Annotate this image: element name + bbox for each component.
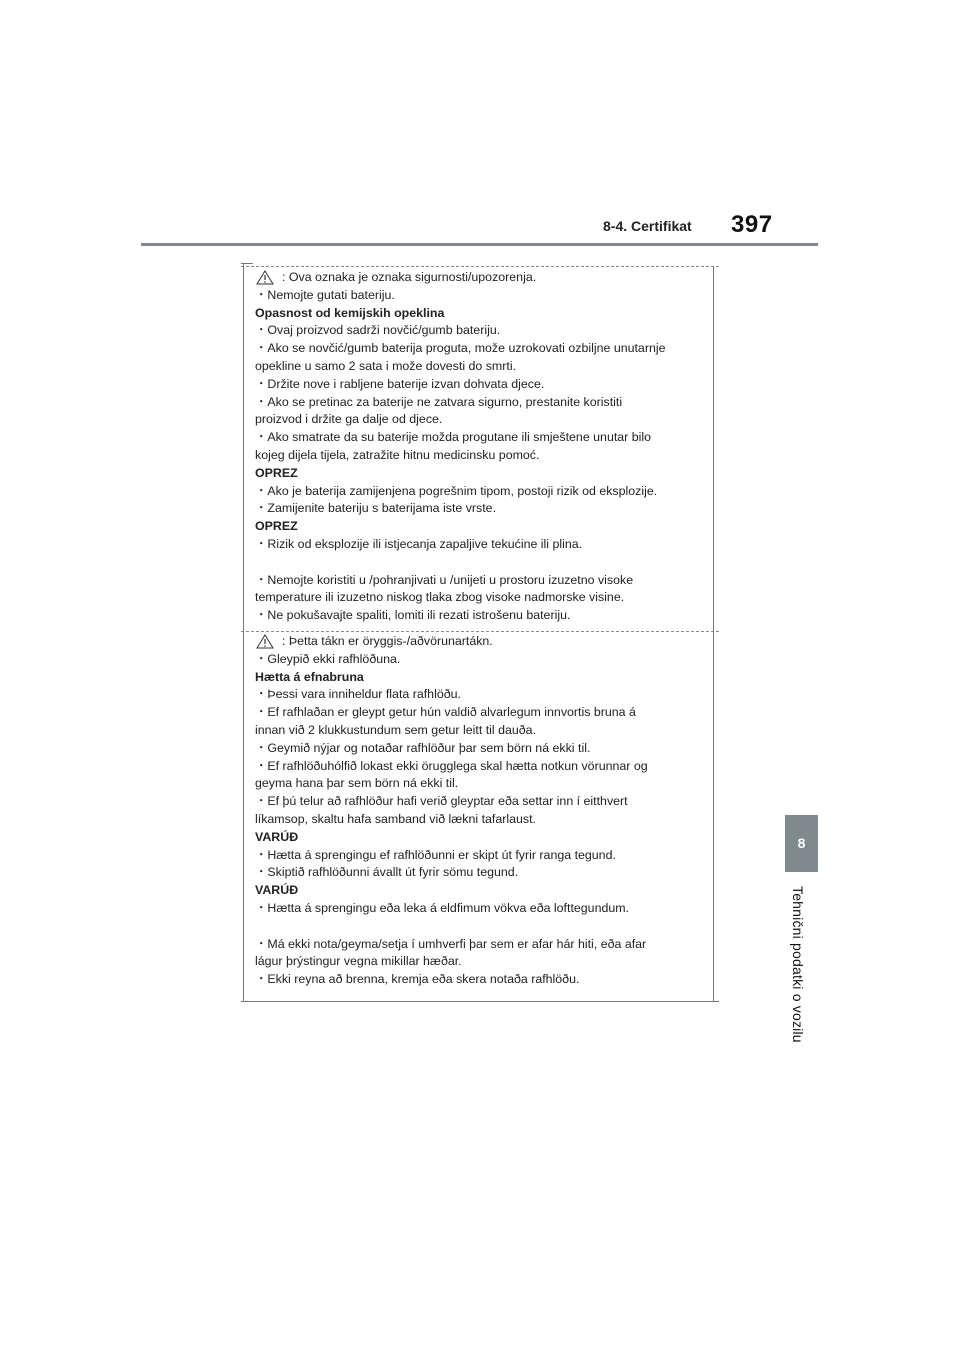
icelandic-warning-text — [255, 633, 705, 989]
warning-text-line: ・Ne pokušavajte spaliti, lomiti ili rezati istrošenu bateriju. — [255, 608, 571, 623]
warning-text-line: ・Rizik od eksplozije ili istjecanja zapaljive tekućine ili plina. — [255, 536, 583, 551]
warning-triangle-icon — [256, 270, 274, 285]
page-number: 397 — [731, 211, 773, 238]
warning-heading: VARÚÐ — [255, 883, 299, 898]
warning-text-line: ・Hætta á sprengingu eða leka á eldfimum vökva eða lofttegundum. — [255, 900, 630, 915]
warning-text-line: ・Ef rafhlaðan er gleypt getur hún valdið alvarlegum innvortis bruna á — [255, 705, 636, 720]
section-title: 8-4. Certifikat — [603, 218, 692, 234]
warning-text-line: ・Hætta á sprengingu ef rafhlöðunni er skipt út fyrir ranga tegund. — [255, 847, 616, 862]
chapter-tab — [785, 815, 818, 872]
certificate-box — [241, 261, 719, 1002]
warning-triangle-icon — [256, 634, 274, 649]
chapter-number: 8 — [797, 835, 806, 851]
warning-text-line: ・Ef þú telur að rafhlöður hafi verið gleyptar eða settar inn í eitthvert — [255, 794, 628, 809]
box-bottom-border — [241, 1001, 719, 1002]
box-right-border — [713, 266, 714, 1001]
warning-text-line: ・Skiptið rafhlöðunni ávallt út fyrir sömu tegund. — [255, 865, 519, 880]
warning-symbol-text: : Þetta tákn er öryggis-/aðvörunartákn. — [282, 634, 493, 648]
warning-text-line: kojeg dijela tijela, zatražite hitnu medicinsku pomoć. — [255, 447, 540, 462]
warning-text-line: temperature ili izuzetno niskog tlaka zbog visoke nadmorske visine. — [255, 590, 625, 605]
box-top-border — [241, 266, 719, 267]
warning-text-line: ・Zamijenite bateriju s baterijama iste vrste. — [255, 501, 497, 516]
warning-text-line: ・Ako je baterija zamijenjena pogrešnim tipom, postoji rizik od eksplozije. — [255, 483, 658, 498]
warning-text-line: ・Þessi vara inniheldur flata rafhlöðu. — [255, 687, 461, 702]
warning-text-line: lágur þrýstingur vegna mikillar hæðar. — [255, 954, 462, 969]
warning-text-line: ・Ako smatrate da su baterije možda progutane ili smještene unutar bilo — [255, 430, 652, 445]
warning-text-line: proizvod i držite ga dalje od djece. — [255, 412, 443, 427]
croatian-warning-text — [255, 269, 705, 625]
spacer — [255, 554, 705, 572]
warning-symbol-line — [255, 269, 705, 287]
warning-text-line: ・Ako se pretinac za baterije ne zatvara sigurno, prestanite koristiti — [255, 394, 623, 409]
warning-heading: OPREZ — [255, 465, 298, 480]
warning-symbol-text: : Ova oznaka je oznaka sigurnosti/upozorenja. — [282, 270, 537, 284]
warning-text-line: líkamsop, skaltu hafa samband við lækni tafarlaust. — [255, 811, 536, 826]
warning-text-line: ・Ef rafhlöðuhólfið lokast ekki örugglega skal hætta notkun vörunnar og — [255, 758, 648, 773]
warning-text-line: innan við 2 klukkustundum sem getur leitt til dauða. — [255, 722, 537, 737]
warning-text-line: ・Nemojte gutati bateriju. — [255, 287, 395, 302]
warning-text-line: ・Ako se novčić/gumb baterija proguta, može uzrokovati ozbiljne unutarnje — [255, 341, 666, 356]
warning-text-line: ・Držite nove i rabljene baterije izvan dohvata djece. — [255, 376, 545, 391]
warning-text-line: ・Nemojte koristiti u /pohranjivati u /unijeti u prostoru izuzetno visoke — [255, 572, 634, 587]
chapter-label: Tehnični podatki o vozilu — [790, 886, 806, 1043]
warning-text-line: ・Gleypið ekki rafhlöðuna. — [255, 651, 401, 666]
warning-text-line: ・Má ekki nota/geyma/setja í umhverfi þar sem er afar hár hiti, eða afar — [255, 936, 647, 951]
warning-symbol-line — [255, 633, 705, 651]
warning-heading: Opasnost od kemijskih opeklina — [255, 305, 445, 320]
warning-text-line: ・Geymið nýjar og notaðar rafhlöður þar sem börn ná ekki til. — [255, 740, 591, 755]
warning-heading: VARÚÐ — [255, 829, 299, 844]
spacer — [255, 918, 705, 936]
warning-heading: Hætta á efnabruna — [255, 669, 364, 684]
warning-text-line: ・Ekki reyna að brenna, kremja eða skera notaða rafhlöðu. — [255, 972, 580, 987]
warning-text-line: opekline u samo 2 sata i može dovesti do smrti. — [255, 358, 517, 373]
section-divider — [241, 631, 719, 632]
warning-text-line: ・Ovaj proizvod sadrži novčić/gumb bateriju. — [255, 323, 501, 338]
warning-heading: OPREZ — [255, 519, 298, 534]
header-rule — [141, 243, 818, 246]
box-left-border — [243, 263, 244, 1001]
warning-text-line: geyma hana þar sem börn ná ekki til. — [255, 776, 459, 791]
